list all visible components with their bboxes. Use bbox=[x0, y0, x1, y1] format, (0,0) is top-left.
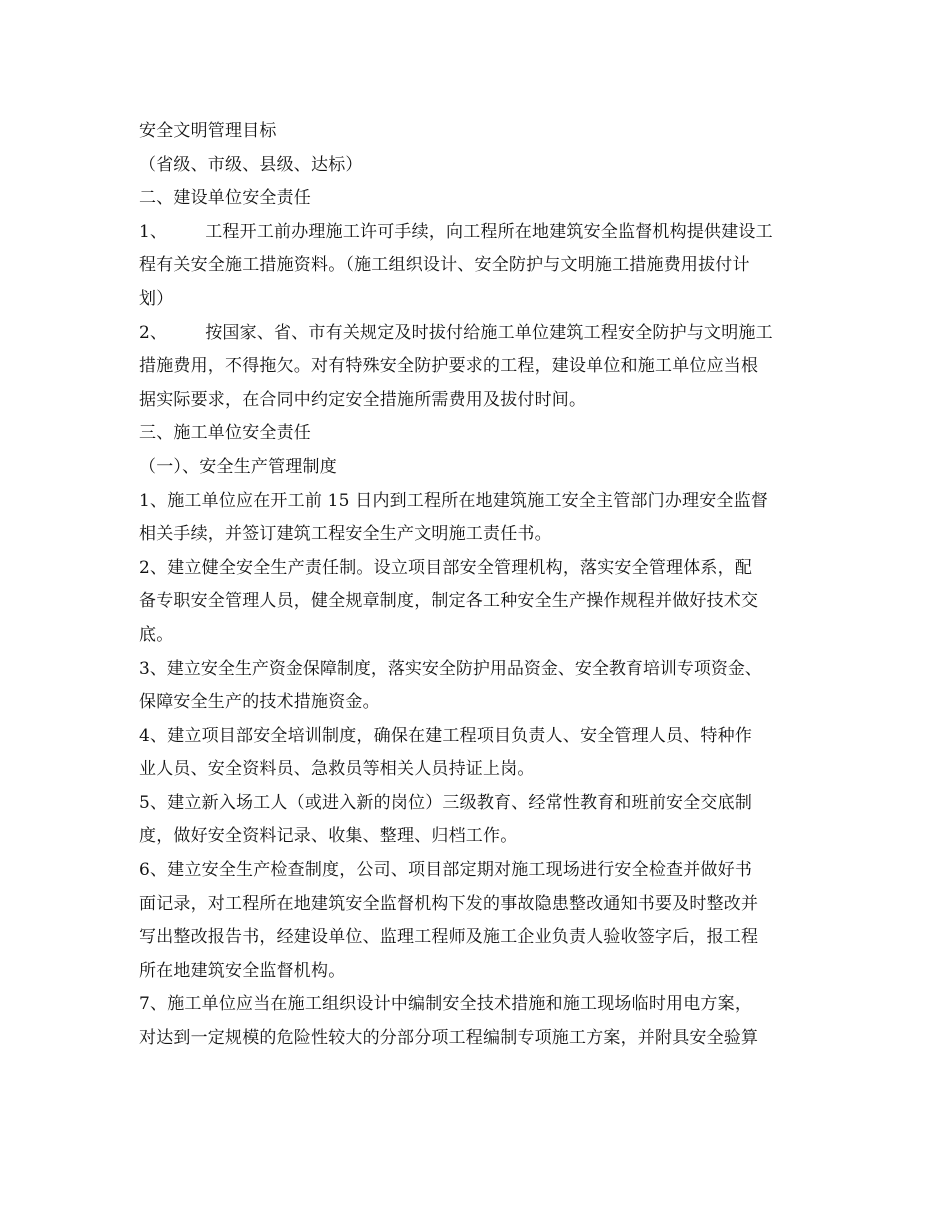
paragraph-line: 据实际要求，在合同中约定安全措施所需费用及拔付时间。 bbox=[139, 389, 587, 410]
paragraph-line: 相关手续，并签订建筑工程安全生产文明施工责任书。 bbox=[139, 524, 552, 545]
paragraph-line: 3、建立安全生产资金保障制度，落实安全防护用品资金、安全教育培训专项资金、 bbox=[139, 658, 762, 679]
paragraph-text: 按国家、省、市有关规定及时拔付给施工单位建筑工程安全防护与文明施工 bbox=[205, 322, 773, 343]
paragraph-line bbox=[139, 317, 829, 351]
paragraph-line: 备专职安全管理人员，健全规章制度，制定各工种安全生产操作规程并做好技术交 bbox=[139, 591, 759, 612]
item-number: 1、 bbox=[139, 221, 168, 242]
section-heading-3: 三、施工单位安全责任 bbox=[139, 423, 311, 444]
paragraph-line: 度，做好安全资料记录、收集、整理、归档工作。 bbox=[139, 826, 518, 847]
paragraph-line: 程有关安全施工措施资料。（施工组织设计、安全防护与文明施工措施费用拔付计 bbox=[139, 255, 750, 276]
paragraph-line: 措施费用，不得拖欠。对有特殊安全防护要求的工程，建设单位和施工单位应当根 bbox=[139, 356, 759, 377]
paragraph-line: 5、建立新入场工人（或进入新的岗位）三级教育、经常性教育和班前安全交底制 bbox=[139, 792, 753, 813]
paragraph-line: 所在地建筑安全监督机构。 bbox=[139, 960, 346, 981]
item-number: 2、 bbox=[139, 322, 168, 343]
paragraph-text: 工程开工前办理施工许可手续，向工程所在地建筑安全监督机构提供建设工 bbox=[205, 221, 773, 242]
subsection-heading: （一）、安全生产管理制度 bbox=[139, 456, 337, 477]
paragraph-line: 1、施工单位应在开工前 15 日内到工程所在地建筑施工安全主管部门办理安全监督 bbox=[139, 490, 769, 511]
paragraph-line: 写出整改报告书，经建设单位、监理工程师及施工企业负责人验收签字后，报工程 bbox=[139, 927, 759, 948]
paragraph-line: 底。 bbox=[139, 624, 174, 645]
paragraph-line: 2、建立健全安全生产责任制。设立项目部安全管理机构，落实安全管理体系，配 bbox=[139, 557, 753, 578]
paragraph-line: 7、施工单位应当在施工组织设计中编制安全技术措施和施工现场临时用电方案， bbox=[139, 994, 753, 1015]
paragraph-line: 面记录，对工程所在地建筑安全监督机构下发的事故隐患整改通知书要及时整改并 bbox=[139, 893, 759, 914]
paragraph-line: 业人员、安全资料员、急救员等相关人员持证上岗。 bbox=[139, 759, 535, 780]
document-body bbox=[139, 115, 829, 1056]
section-heading-2: 二、建设单位安全责任 bbox=[139, 188, 311, 209]
goal-levels-line: （省级、市级、县级、达标） bbox=[139, 154, 363, 175]
paragraph-line bbox=[139, 216, 829, 250]
paragraph-line: 对达到一定规模的危险性较大的分部分项工程编制专项施工方案，并附具安全验算 bbox=[139, 1028, 759, 1049]
paragraph-line: 4、建立项目部安全培训制度，确保在建工程项目负责人、安全管理人员、特种作 bbox=[139, 725, 753, 746]
heading-safety-goals: 安全文明管理目标 bbox=[139, 121, 277, 141]
paragraph-line: 6、建立安全生产检查制度，公司、项目部定期对施工现场进行安全检查并做好书 bbox=[139, 860, 753, 881]
paragraph-line: 划） bbox=[139, 288, 174, 309]
paragraph-line: 保障安全生产的技术措施资金。 bbox=[139, 692, 380, 713]
